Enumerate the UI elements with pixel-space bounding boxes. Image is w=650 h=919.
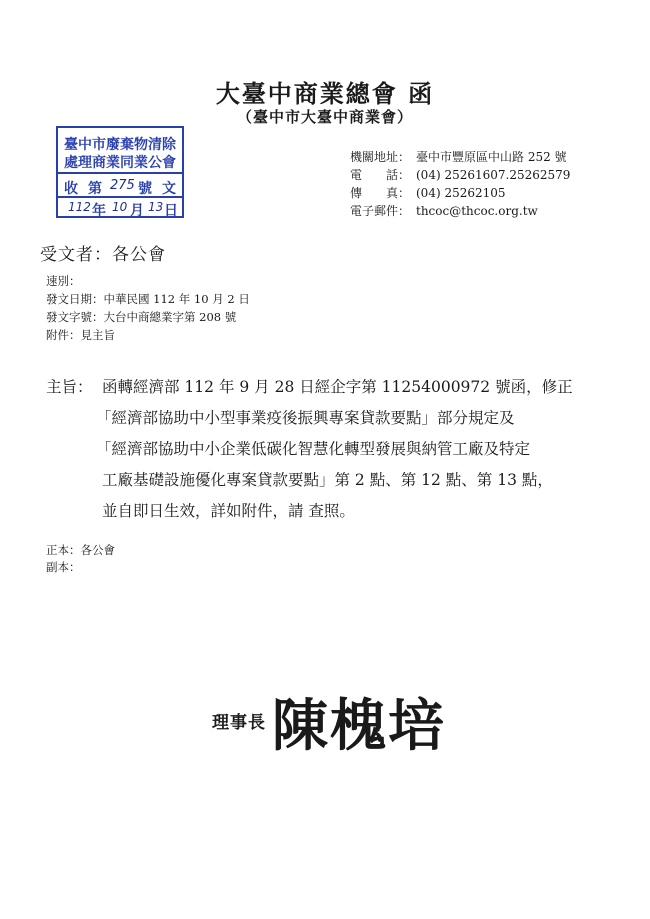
document-title: 大臺中商業總會 函	[215, 79, 435, 108]
dispatch-meta	[46, 272, 250, 344]
document-subtitle: （臺中市大臺中商業會）	[236, 108, 413, 126]
stamp-yue: 月	[130, 203, 144, 219]
signature-title: 理事長	[212, 713, 266, 733]
stamp-wen: 文	[162, 181, 176, 197]
stamp-ri: 日	[164, 203, 178, 219]
contact-email	[350, 202, 570, 220]
stamp-day: 13	[148, 200, 164, 214]
stamp-divider-2	[58, 196, 182, 198]
meta-speed: 速別：	[46, 274, 81, 288]
stamp-line-2: 處理商業同業公會	[64, 155, 176, 171]
stamp-month: 10	[112, 200, 128, 214]
contact-phone-value: (04) 25261607.25262579	[416, 168, 571, 182]
subject-label: 主旨：	[46, 378, 93, 396]
stamp-nian: 年	[92, 203, 106, 219]
contact-address-label: 機關地址：	[350, 150, 411, 164]
signature-name: 陳槐培	[272, 693, 446, 759]
stamp-receive-label: 收	[64, 181, 78, 197]
subject-line: 函轉經濟部 112 年 9 月 28 日經企字第 11254000972 號函，修正	[102, 378, 573, 396]
contact-address-value: 臺中市豐原區中山路 252 號	[416, 150, 567, 164]
meta-attachment: 附件：見主旨	[46, 328, 115, 342]
stamp-year: 112	[68, 200, 91, 214]
contact-fax-label: 傳 真：	[350, 186, 411, 200]
stamp-hao: 號	[138, 181, 152, 197]
subject-line: 「經濟部協助中小型事業疫後振興專案貸款要點」部分規定及	[96, 409, 515, 427]
meta-date: 發文日期：中華民國 112 年 10 月 2 日	[46, 292, 250, 306]
contact-email-label: 電子郵件：	[350, 204, 411, 218]
contact-phone	[350, 166, 570, 184]
contact-fax	[350, 184, 570, 202]
meta-number: 發文字號：大台中商總業字第 208 號	[46, 310, 237, 324]
contact-phone-label: 電 話：	[350, 168, 411, 182]
contact-block	[350, 148, 570, 220]
contact-fax-value: (04) 25262105	[416, 186, 506, 200]
stamp-divider	[58, 172, 182, 174]
copy-duplicate: 副本：	[46, 560, 81, 574]
contact-address	[350, 148, 570, 166]
copy-block	[46, 542, 115, 576]
subject-line: 「經濟部協助中小企業低碳化智慧化轉型發展與納管工廠及特定	[96, 440, 531, 458]
subject-line: 工廠基礎設施優化專案貸款要點」第 2 點、第 12 點、第 13 點，	[102, 471, 553, 489]
stamp-number: 275	[110, 178, 135, 193]
copy-original: 正本：各公會	[46, 543, 115, 557]
recipient-line: 受文者：各公會	[40, 245, 166, 265]
stamp-di: 第	[88, 181, 102, 197]
contact-email-value: thcoc@thcoc.org.tw	[416, 204, 538, 218]
subject-line: 並自即日生效，詳如附件，請 查照。	[102, 502, 355, 520]
receipt-stamp	[56, 126, 184, 218]
stamp-line-1: 臺中市廢棄物清除	[64, 137, 176, 153]
